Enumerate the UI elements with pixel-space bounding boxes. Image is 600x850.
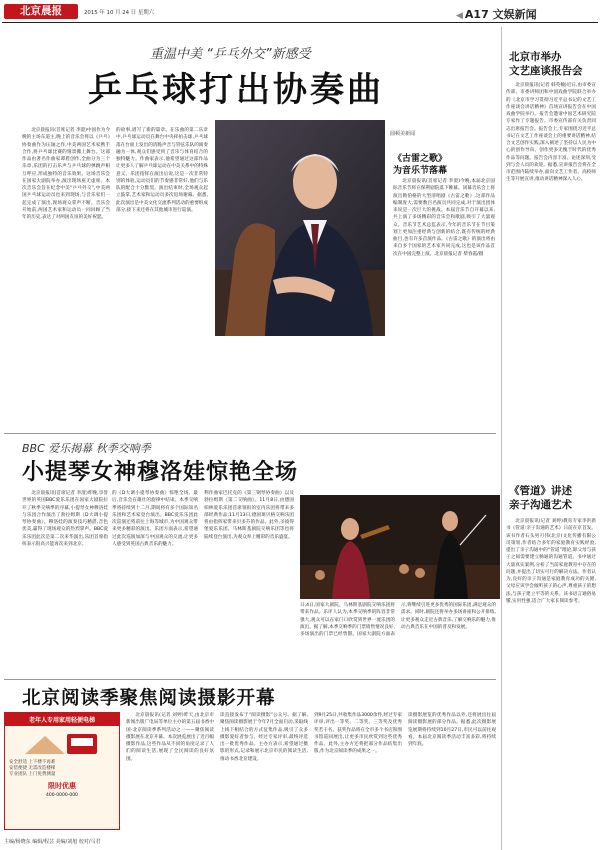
section-divider — [4, 433, 496, 434]
story2-text-4: 日,4日,国家大剧院、马林斯基剧院交响乐团将带来作品。乐评人认为,本季交响季的阵容非常强大,观众可以在家门口欣赏到世界一流乐团的演出。据了解,本季交响季的门票销售情况良好,多场演出的门票已经售罄。国家大剧院方面表示,将继续引进更多优秀的国际乐团,满足观众的需求。同时,剧院还将举办多场讲座和公开排练,让更多观众走近古典音乐,了解交响乐的魅力,推动古典音乐在中国的普及和发展。 — [300, 603, 496, 637]
advertisement[interactable] — [4, 712, 120, 830]
concert-stage-image — [300, 495, 500, 599]
story2-title: 小提琴女神穆洛娃惊艳全场 — [22, 460, 299, 485]
story2-column-2 — [112, 490, 198, 672]
page-number: A17 — [464, 8, 489, 21]
story2-text-1: 北京晨报讯(首席记者 李澄)昨晚,享誉世界的英国BBC爱乐乐团在国家大剧院拉开了秋季交响季的序幕,小提琴女神穆洛娃与乐团合作演出了勃拉姆斯《D大调小提琴协奏曲》。穆洛娃的演奏技巧精湛,音色优美,赢得了现场观众的热烈掌声。BBC爱乐乐团此次是第二次来华演出,乐团首席指挥表示很高兴能再次来到北京。 — [22, 491, 108, 547]
page-footer: 主编/杨晓东 编辑/程芸 美编/刘旭 校对/马君 — [4, 839, 101, 845]
story3-column-1 — [126, 712, 214, 834]
sub-story-column — [393, 178, 495, 423]
story1-photo-caption: 圆顿美新闻 — [390, 131, 416, 137]
sidebar-headline-1-line-2: 文艺座谈报告会 — [509, 65, 583, 77]
story3-column-4 — [408, 712, 496, 834]
section-name: 文娱新闻 — [492, 8, 537, 21]
story1-column-1 — [22, 127, 110, 427]
sidebar-divider — [501, 27, 502, 850]
story2-text-2: 的《D大调小提琴协奏曲》惊艳全场。最后,音乐会在雄壮的旋律中结束。本季交响季将持续到十二月,期间将有多个国际知名乐团和艺术家登台演出。BBC爱乐乐团此次巡演还将前往上海等城市,为中国观众带来更多精彩的演出。乐团方面表示,希望通过此次巡演加深与中国观众的交流,让更多人感受到英国古典音乐的魅力。 — [112, 491, 198, 547]
newspaper-logo: 北京晨报 — [4, 4, 78, 19]
story2-column-1 — [22, 490, 108, 672]
story2-column-3 — [204, 490, 294, 672]
story2-kicker: BBC 爱乐揭幕 秋季交响季 — [22, 442, 151, 455]
story1-column-2 — [116, 127, 208, 427]
story1-text-1: 北京晨报讯(首席记者 李澄)中国作为今晚的主场东道主,晚上的音乐会将以《乒乓》协奏曲作为压轴之作,中美两国艺术家携手合作,将乒乓球比赛的情景搬上舞台。这部作品由著名作曲家谭盾创作,全曲分为三个乐章,乐团的打击乐声与乒乓球的弹跳声相互呼应,形成独特的音乐效果。这场音乐会在国家大剧院举办,演出现场座无虚席。本次音乐会旨在纪念中美“乒乓外交”,中美两国乒乓球运动员也来到现场,与音乐家们一起完成了演出,现场观众掌声不断。音乐会开始前,两国艺术家和运动员一同回顾了当年的历史,表达了对两国友谊的美好祝愿。 — [22, 128, 110, 220]
triangle-icon: ◀ — [456, 11, 463, 21]
story3-text-3: 到9月25日,共收集作品3000余件,经过专家评审,评出一等奖、二等奖、三等奖及优秀奖若干名。获奖作品将在全市多个书店和图书馆巡回展出,让更多市民欣赏到这些优秀作品。此外,主办方还将把部分作品结集出版,作为北京阅读季的成果之一。 — [314, 713, 402, 755]
story3-title: 北京阅读季聚焦阅读摄影开幕 — [22, 688, 276, 709]
section-divider — [4, 679, 496, 680]
header-rule — [2, 22, 598, 23]
story3-text-2: 读直接发布于“阅读摄影”公众号。据了解,聚焦阅读摄影展于今年7月全面启动,采取线上线下相结合的方式征集作品,吸引了众多摄影爱好者参与。经过专家评审,最终评选出一批优秀作品。主办方表示,希望通过摄影的形式,记录和展示北京市民的阅读生活,推动书香北京建设。 — [220, 713, 308, 762]
ad-headline: 老年人专用家用轻便电梯 — [5, 713, 119, 726]
sidebar-headline-2-line-1: 《管道》讲述 — [509, 485, 572, 497]
sidebar-column-2 — [506, 518, 596, 838]
sub-story-subtitle: 为音乐节落幕 — [393, 166, 448, 176]
story3-text-4: 读摄影展览的优秀作品以外,还将展出往届阅读摄影展的部分作品。据悉,此次摄影展览展期将持续到10月27日,市民可以前往观看。本届北京阅读季活动丰富多彩,将持续到年底。 — [408, 713, 496, 747]
sidebar-headline-2 — [509, 484, 572, 512]
ad-line-3: 专业团队 上门免费测量 — [9, 772, 56, 777]
conductor-portrait-image — [215, 120, 385, 336]
dateline: 2015 年 10 月 24 日 星期六 — [84, 10, 155, 16]
sub-story-title: 《古雷之歌》 — [393, 154, 448, 164]
story2-column-4 — [300, 602, 496, 674]
page-info — [456, 6, 537, 22]
story2-photo — [300, 495, 500, 599]
ad-line-1: 安全舒适 上下楼不再难 — [9, 760, 56, 765]
story3-column-2 — [220, 712, 308, 834]
story1-text-2: 的故事,谱写了新的篇章。在乐曲的第二乐章中,乒乓球运动员在舞台中央挥拍击球,乒乓球落在台面上发出的清脆声音与管弦乐队的演奏融为一体,观众们感受到了音乐与体育结合的独特魅力。作曲家表示,他希望通过这部作品让更多人了解乒乓球运动在中美关系中的特殊意义。乐团指挥在演出后说,这是一次非常特别的体验,运动员们的节奏感非常好,他们与乐队的配合十分默契。演出结束时,全场观众起立鼓掌,艺术家和运动员多次返场谢幕。据悉,此次演出是中美文化交流系列活动的重要组成部分,接下来还将在其他城市进行巡演。 — [116, 128, 208, 213]
sidebar-text-1: 北京晨报讯(记者 韩英楠)近日,由市委宣传部、市委讲师团和中国戏曲学院联合举办的《北京市学习贯彻习近平总书记的文艺工作座谈会讲话精神》首场宣讲报告会在中国戏曲学院举行。报告会邀请中国艺术研究院专家作了专题报告。市委宣传部有关负责同志出席报告会。报告会上,专家围绕习近平总书记在文艺工作座谈会上的重要讲话精神,结合文艺创作实践,深入阐述了坚持以人民为中心的创作导向、创作更多无愧于时代的优秀作品等问题。报告会内容丰富、论述深刻,受到与会人员的欢迎。据悉,宣讲报告会将在全市范围内陆续举办,面向文艺工作者、高校师生等开展宣讲,推动讲话精神深入人心。 — [506, 83, 596, 183]
story3-column-3 — [314, 712, 402, 834]
story1-title: 乒乓球打出协奏曲 — [88, 70, 384, 110]
sidebar-headline-1 — [509, 50, 583, 78]
ad-price: 限时优惠 — [48, 782, 76, 790]
story3-text-1: 北京晨报讯(记者 刘婷)昨天,由北京市新闻出版广电局等单位主办的第五届书香中国·北京阅读季系列活动之一——聚焦阅读摄影展在北京开幕。本次展览展出了近百幅摄影作品,这些作品从不同的角度记录了人们的阅读生活,展现了全民阅读的良好氛围。 — [126, 713, 214, 762]
stairlift-icon — [5, 726, 119, 756]
ad-line-2: 安装便捷 无需改造楼梯 — [9, 766, 56, 771]
story1-kicker: 重温中美 “乒乓外交”新感受 — [150, 47, 311, 62]
story2-text-3: 利作曲家巴托克的《第三钢琴协奏曲》以及勃拉姆斯《第二交响曲》。11月8日,由德国柏林爱乐乐团首席领衔的室内乐团将带来多部经典作品;11月13日,德国斑贝格交响乐团将由指挥家带来贝多芬的作品。此外,圣彼得堡爱乐乐团、马林斯基剧院交响乐团等也将陆续登台演出,为观众奉上精彩的音乐盛宴。 — [204, 491, 294, 540]
sidebar-text-2: 北京晨报讯(记者 刘婷)教育专家李洪新书《管道:亲子沟通的艺术》日前在京首发。该书作者石头男刃伟(北京)文化传播有限公司策划,作者结合多年的家庭教育实践经验,提出了亲子沟通中的“管道”理论,即父母与孩子之间需要建立畅通的沟通管道。书中通过大量真实案例,分析了当前家庭教育中存在的问题,并提出了切实可行的解决方法。作者认为,良好的亲子沟通是家庭教育成功的关键,父母应该学会倾听孩子的心声,尊重孩子的想法,与孩子建立平等的关系。该书语言通俗易懂,实用性强,适合广大家长阅读参考。 — [506, 519, 596, 604]
sub-story-text: 北京晨报讯(首席记者 李澄)今晚,本届北京国际音乐节将在保利剧院落下帷幕。闭幕音乐会上将演出勋伯格的大型清唱剧《古雷之歌》,这部作品编制庞大,需要数百名演员共同完成,对于演出团体来说是一次巨大的挑战。本届音乐节自开幕以来,共上演了多场精彩的音乐会和歌剧,吸引了大量观众。音乐节艺术总监表示,今年的音乐节在节目策划上更加注重经典与创新的结合,既有传统的经典曲目,也有许多首演作品。《古雷之歌》的演出将由来自多个国家的艺术家共同完成,这也是该作品首次在中国完整上演。北京晨报记者 柴春霞/摄 — [393, 179, 495, 257]
sidebar-headline-1-line-1: 北京市举办 — [509, 51, 562, 63]
story1-photo — [215, 120, 385, 336]
sidebar-headline-2-line-2: 亲子沟通艺术 — [509, 499, 572, 511]
ad-phone: 400-0000-000 — [46, 793, 78, 798]
sidebar-column-1 — [506, 82, 596, 477]
